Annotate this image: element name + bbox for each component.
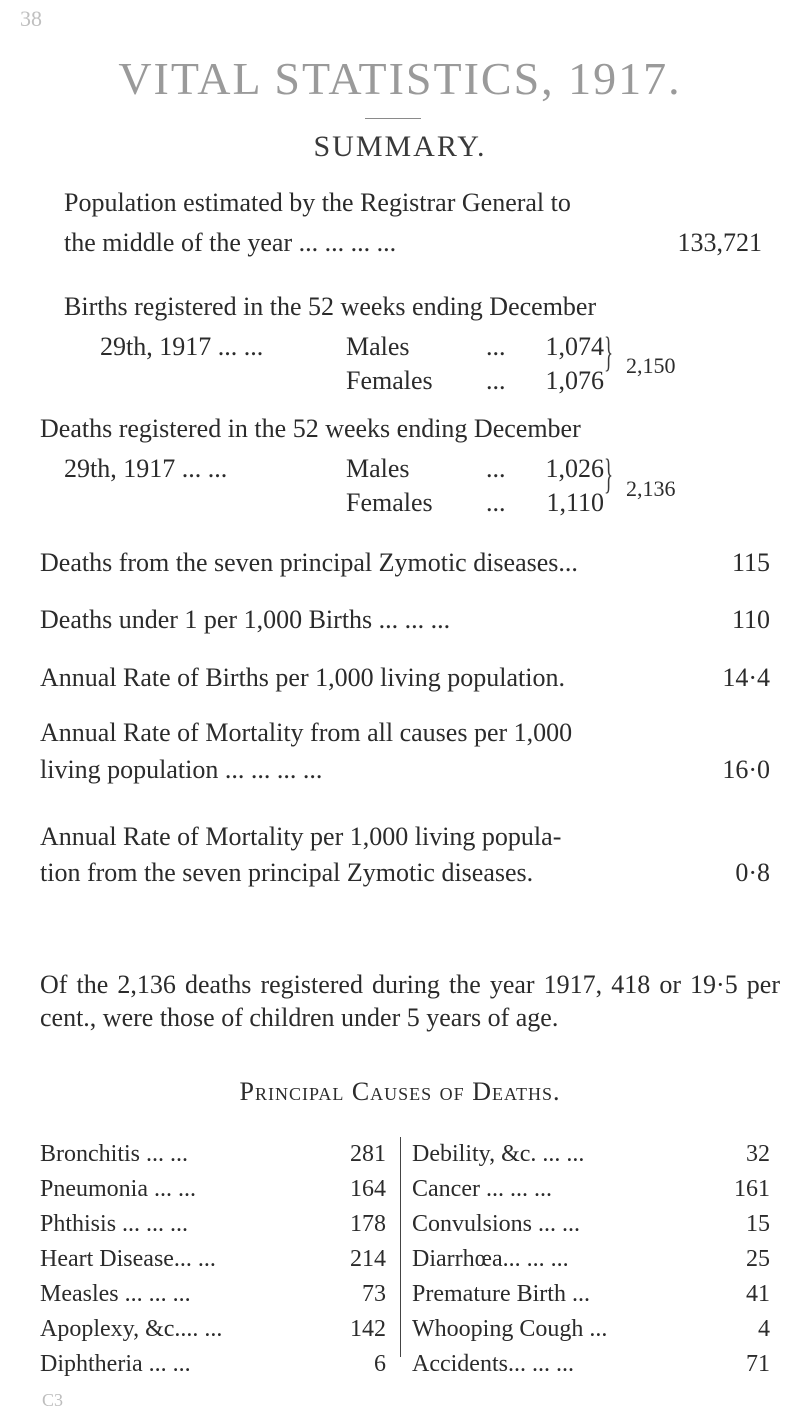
birth-rate-value: 14·4 <box>722 663 770 692</box>
deaths-males-value: 1,026 <box>545 454 604 483</box>
infant-deaths-label: Deaths under 1 per 1,000 Births ... ... ... <box>40 605 451 634</box>
cause-value: 164 <box>350 1176 386 1202</box>
table-row <box>40 1312 386 1347</box>
cause-value: 161 <box>734 1176 770 1202</box>
cause-value: 73 <box>362 1281 386 1307</box>
table-row <box>40 1172 386 1207</box>
column-divider <box>400 1137 401 1357</box>
running-title: VITAL STATISTICS, 1917. <box>118 53 682 104</box>
cause-value: 214 <box>350 1246 386 1272</box>
cause-value: 71 <box>746 1351 770 1377</box>
cause-name: Premature Birth ... <box>412 1281 590 1307</box>
deaths-females-label: Females <box>346 488 433 517</box>
table-row <box>40 1277 386 1312</box>
table-row <box>412 1242 770 1277</box>
table-row <box>40 1207 386 1242</box>
cause-name: Bronchitis ... ... <box>40 1141 188 1167</box>
cause-value: 32 <box>746 1141 770 1167</box>
table-row <box>40 1137 386 1172</box>
births-total: 2,150 <box>626 353 676 378</box>
cause-name: Diarrhœa... ... ... <box>412 1246 569 1272</box>
births-males-label: Males <box>346 332 410 361</box>
infant-deaths-value: 110 <box>731 605 770 634</box>
cause-name: Pneumonia ... ... <box>40 1176 196 1202</box>
mortality-rate-label-1: Annual Rate of Mortality from all causes per 1,000 <box>40 718 573 747</box>
page-number: 38 <box>20 6 42 31</box>
cause-name: Heart Disease... ... <box>40 1246 216 1272</box>
table-row <box>412 1347 770 1382</box>
cause-value: 4 <box>758 1316 770 1342</box>
population-line-2: the middle of the year ... ... ... ... <box>64 228 397 257</box>
cause-value: 281 <box>350 1141 386 1167</box>
deaths-females-value: 1,110 <box>546 488 604 517</box>
causes-right-table <box>412 1137 770 1382</box>
births-date: 29th, 1917 ... ... <box>100 332 264 361</box>
table-row <box>40 1242 386 1277</box>
table-row <box>412 1312 770 1347</box>
mortality-rate-value: 16·0 <box>722 755 770 784</box>
cause-name: Measles ... ... ... <box>40 1281 191 1307</box>
cause-name: Accidents... ... ... <box>412 1351 574 1377</box>
births-females-label: Females <box>346 366 433 395</box>
table-row <box>412 1277 770 1312</box>
zymotic-deaths-value: 115 <box>731 548 770 577</box>
zymotic-rate-label-2: tion from the seven principal Zymotic diseases. <box>40 858 534 887</box>
zymotic-rate-value: 0·8 <box>735 858 770 887</box>
cause-value: 6 <box>374 1351 386 1377</box>
table-row <box>40 1347 386 1382</box>
cause-value: 15 <box>746 1211 770 1237</box>
cause-name: Debility, &c. ... ... <box>412 1141 585 1167</box>
births-females-value: 1,076 <box>545 366 604 395</box>
births-males-dots: ... <box>486 332 506 361</box>
cause-name: Convulsions ... ... <box>412 1211 581 1237</box>
signature-mark: C3 <box>42 1390 64 1410</box>
mortality-rate-label-2: living population ... ... ... ... <box>40 755 323 784</box>
table-row <box>412 1137 770 1172</box>
cause-name: Whooping Cough ... <box>412 1316 608 1342</box>
deaths-males-dots: ... <box>486 454 506 483</box>
cause-value: 41 <box>746 1281 770 1307</box>
deaths-brace: } <box>604 452 614 498</box>
zymotic-deaths-label: Deaths from the seven principal Zymotic diseases... <box>40 548 578 577</box>
children-deaths-paragraph: Of the 2,136 deaths registered during the year 1917, 418 or 19·5 per cent., were those of children under 5 years of age. <box>40 970 780 1032</box>
cause-name: Apoplexy, &c.... ... <box>40 1316 223 1342</box>
table-row <box>412 1207 770 1242</box>
births-females-dots: ... <box>486 366 506 395</box>
births-males-value: 1,074 <box>545 332 604 361</box>
section-title: SUMMARY. <box>313 130 487 163</box>
birth-rate-label: Annual Rate of Births per 1,000 living population. <box>40 663 565 692</box>
title-rule <box>365 118 421 119</box>
cause-name: Phthisis ... ... ... <box>40 1211 189 1237</box>
cause-value: 25 <box>746 1246 770 1272</box>
population-line-1: Population estimated by the Registrar General to <box>64 188 571 217</box>
deaths-total: 2,136 <box>626 476 676 501</box>
births-line-1: Births registered in the 52 weeks ending December <box>64 292 597 321</box>
causes-heading: Principal Causes of Deaths. <box>239 1077 561 1106</box>
table-row <box>412 1172 770 1207</box>
population-value: 133,721 <box>677 228 762 257</box>
cause-name: Diphtheria ... ... <box>40 1351 191 1377</box>
deaths-females-dots: ... <box>486 488 506 517</box>
zymotic-rate-label-1: Annual Rate of Mortality per 1,000 living popula- <box>40 822 562 851</box>
deaths-males-label: Males <box>346 454 410 483</box>
cause-value: 142 <box>350 1316 386 1342</box>
causes-left-table <box>40 1137 386 1382</box>
births-brace: } <box>604 330 614 376</box>
deaths-line-1: Deaths registered in the 52 weeks ending December <box>40 414 581 443</box>
cause-value: 178 <box>350 1211 386 1237</box>
cause-name: Cancer ... ... ... <box>412 1176 552 1202</box>
deaths-date: 29th, 1917 ... ... <box>64 454 228 483</box>
